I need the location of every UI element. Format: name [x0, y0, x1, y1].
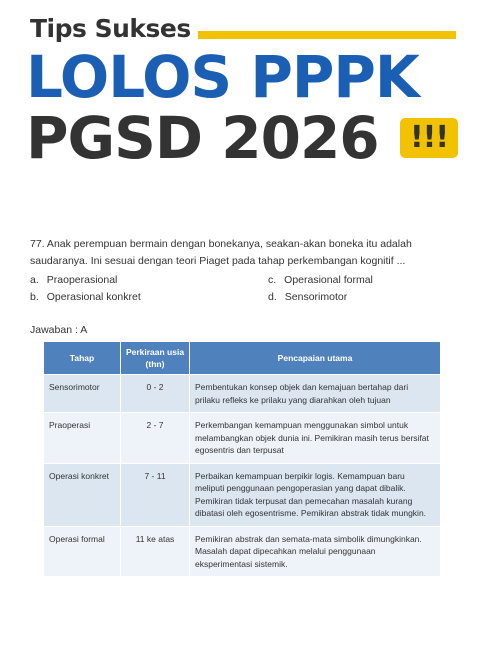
cell-age: 0 - 2 [121, 375, 190, 413]
cell-stage: Praoperasi [44, 413, 121, 464]
header-achievement: Pencapaian utama [190, 342, 441, 375]
cell-age: 11 ke atas [121, 526, 190, 576]
option-d-text: Sensorimotor [284, 291, 348, 303]
kicker-underline [198, 31, 456, 39]
option-c-text: Operasional formal [284, 274, 373, 286]
exclaim-badge: !!! [400, 118, 458, 158]
table-header-row [44, 342, 440, 375]
title-banner [0, 0, 486, 190]
option-b-text: Operasional konkret [46, 291, 141, 303]
banner-headline: LOLOS PPPK [26, 43, 419, 111]
banner-kicker: Tips Sukses [30, 14, 191, 43]
option-b [30, 289, 141, 306]
question-block [30, 236, 462, 312]
table-row [44, 375, 440, 413]
table-row [44, 413, 440, 464]
option-d [268, 289, 347, 306]
cell-age: 2 - 7 [121, 413, 190, 464]
cell-stage: Operasi konkret [44, 463, 121, 526]
cell-achievement: Perkembangan kemampuan menggunakan simbol untuk melambangkan objek dunia ini. Pemikiran masih terus bersifat egosentris dan terpusat [190, 413, 441, 464]
answer-label: Jawaban : A [30, 324, 88, 336]
table-row [44, 463, 440, 526]
question-text: 77. Anak perempuan bermain dengan bonekanya, seakan-akan boneka itu adalah saudaranya. Ini sesuai dengan teori Piaget pada tahap perkembangan kognitif ... [30, 238, 412, 267]
cell-achievement: Perbaikan kemampuan berpikir logis. Kemampuan baru meliputi penggunaan pengoperasian yang dapat dibalik. Pemikiran tidak terpusat dan pemecahan masalah kurang dibatasi oleh egosentrisme. Pemikiran abstrak tidak mungkin. [190, 463, 441, 526]
option-a-text: Praoperasional [46, 274, 118, 286]
option-a-letter: a. [30, 274, 39, 286]
piaget-stages-table [44, 342, 440, 576]
option-c-letter: c. [268, 274, 277, 286]
answer-options [30, 272, 462, 312]
header-stage: Tahap [44, 342, 121, 375]
table-row [44, 526, 440, 576]
option-b-letter: b. [30, 291, 39, 303]
option-d-letter: d. [268, 291, 277, 303]
cell-achievement: Pemikiran abstrak dan semata-mata simbolik dimungkinkan. Masalah dapat dipecahkan melalui penggunaan eksperimentasi sistemik. [190, 526, 441, 576]
option-c [268, 272, 373, 289]
cell-stage: Sensorimotor [44, 375, 121, 413]
cell-age: 7 - 11 [121, 463, 190, 526]
cell-stage: Operasi formal [44, 526, 121, 576]
banner-subheadline: PGSD 2026 [26, 104, 379, 172]
header-age: Perkiraan usia (thn) [121, 342, 190, 375]
cell-achievement: Pembentukan konsep objek dan kemajuan bertahap dari prilaku refleks ke prilaku yang diarahkan oleh tujuan [190, 375, 441, 413]
option-a [30, 272, 117, 289]
